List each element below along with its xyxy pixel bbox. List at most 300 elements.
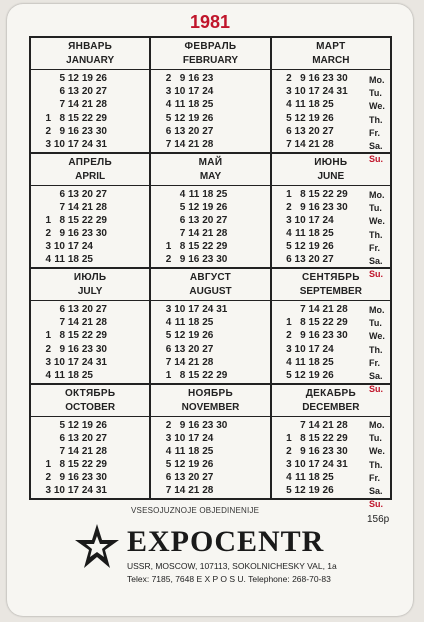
expocentr-star-logo-icon [71, 522, 123, 574]
day-number: 31 [95, 485, 107, 497]
month-block-july [31, 269, 151, 385]
day-number: 2 [45, 125, 51, 137]
day-number: 19 [81, 73, 93, 84]
day-number: 11 [295, 472, 306, 484]
day-number: 23 [202, 254, 214, 266]
day-number: 20 [81, 188, 93, 200]
day-number: 26 [322, 241, 334, 253]
day-number: 10 [294, 343, 306, 355]
day-number: 13 [174, 472, 186, 484]
month-name-ru: ИЮНЬ [314, 156, 348, 168]
day-number: 18 [188, 317, 200, 329]
week-day-row [157, 419, 267, 432]
day-number: 15 [67, 214, 79, 226]
week-day-row [37, 419, 147, 432]
day-number: 19 [308, 485, 320, 497]
day-number [51, 498, 65, 500]
organization-tagline: VSESOJUZNOJE OBJEDINENIJE [131, 506, 260, 515]
month-name-en: JULY [77, 286, 103, 297]
day-number: 21 [308, 138, 320, 150]
day-number: 2 [286, 445, 292, 457]
day-number: 1 [165, 369, 172, 381]
week-day-row [157, 356, 267, 369]
day-number: 6 [165, 125, 172, 137]
week-day-row [37, 369, 147, 382]
day-number [93, 369, 107, 382]
day-labels-en-row2 [369, 189, 385, 281]
day-label-en: Th. [369, 114, 383, 125]
day-number [213, 432, 227, 445]
day-number: 11 [295, 356, 306, 368]
day-number: 3 [165, 432, 172, 444]
month-name-en: DECEMBER [302, 401, 360, 413]
day-number: 12 [294, 112, 306, 124]
day-number: 9 [59, 125, 65, 137]
day-number: 24 [322, 86, 334, 98]
week-day-row [37, 471, 147, 484]
day-number: 6 [165, 472, 172, 484]
day-number: 15 [308, 432, 320, 444]
day-number: 20 [81, 304, 93, 315]
week-day-row [157, 227, 267, 240]
day-number: 14 [188, 228, 200, 240]
day-number: 22 [81, 214, 93, 226]
day-number: 30 [95, 343, 107, 355]
day-number: 7 [59, 99, 65, 111]
day-number: 31 [95, 356, 107, 368]
week-day-row [157, 125, 267, 138]
day-number [213, 316, 227, 329]
day-number: 3 [45, 241, 51, 253]
day-number: 8 [179, 241, 186, 253]
day-number: 29 [216, 369, 228, 381]
day-number: 6 [59, 432, 65, 444]
week-day-row [157, 253, 267, 266]
day-number: 25 [202, 99, 214, 111]
day-number: 18 [67, 254, 79, 266]
day-label-en: Mo. [369, 305, 385, 315]
day-number: 15 [67, 330, 79, 342]
day-number: 12 [174, 112, 186, 124]
day-number: 17 [188, 86, 200, 98]
day-number: 24 [202, 86, 214, 98]
day-number: 26 [202, 459, 214, 471]
week-day-row [157, 72, 267, 85]
week-day-row [157, 240, 267, 253]
day-label-en: Fr. [369, 357, 381, 368]
month-name-ru: МАЙ [198, 156, 223, 168]
day-number: 30 [216, 254, 228, 266]
day-number: 15 [308, 317, 320, 329]
month-name-ru: ЯНВАРЬ [68, 41, 113, 52]
day-number: 31 [336, 459, 348, 471]
week-day-row [37, 125, 147, 138]
day-number [65, 498, 79, 500]
day-number: 18 [308, 99, 320, 111]
day-number: 9 [179, 73, 186, 84]
month-name-ru: НОЯБРЬ [188, 387, 233, 399]
day-label-en: Tu. [369, 318, 382, 329]
day-number: 3 [286, 343, 292, 355]
day-number: 13 [174, 125, 186, 137]
week-day-row [157, 138, 267, 151]
month-name-en: NOVEMBER [181, 401, 240, 413]
price-label: 156р [367, 514, 390, 525]
week-day-row [157, 188, 267, 201]
day-number: 23 [81, 228, 93, 240]
day-label-en: Fr. [369, 127, 381, 138]
day-label-en: Mo. [369, 75, 385, 85]
day-number: 2 [286, 330, 292, 342]
day-number: 25 [322, 228, 334, 240]
day-number: 2 [45, 228, 51, 240]
week-day-row [37, 227, 147, 240]
day-number [37, 201, 51, 214]
day-number: 29 [95, 112, 107, 124]
day-number: 24 [81, 485, 93, 497]
day-number: 16 [188, 73, 200, 84]
month-header [31, 38, 149, 68]
month-header [151, 269, 269, 299]
month-name-ru: ИЮЛЬ [73, 272, 107, 283]
day-number: 29 [336, 188, 348, 200]
day-number: 21 [202, 228, 214, 240]
week-day-row [37, 72, 147, 85]
day-number: 21 [188, 356, 200, 368]
day-number [306, 498, 320, 500]
day-number: 6 [179, 214, 186, 226]
day-number: 12 [174, 459, 186, 471]
day-number [37, 432, 51, 445]
month-name-en: MAY [199, 170, 222, 182]
day-number: 8 [300, 432, 306, 444]
day-number: 27 [95, 432, 107, 444]
day-number: 15 [308, 188, 320, 200]
day-number [199, 498, 213, 500]
day-number: 2 [45, 343, 51, 355]
month-name-ru: АВГУСТ [189, 272, 232, 283]
day-number: 9 [59, 472, 65, 484]
day-number: 26 [202, 330, 214, 342]
day-number: 21 [81, 317, 93, 329]
day-number: 12 [294, 369, 306, 381]
day-number: 24 [322, 343, 334, 355]
day-number: 18 [188, 99, 200, 111]
day-number: 28 [95, 445, 107, 457]
day-number: 1 [45, 214, 51, 226]
day-number [157, 227, 171, 240]
month-name-en: MARCH [312, 55, 350, 66]
day-number: 13 [294, 254, 306, 266]
day-number: 8 [59, 330, 65, 342]
day-number: 25 [322, 472, 334, 484]
month-header [151, 38, 269, 68]
day-number: 27 [202, 343, 214, 355]
day-number: 26 [95, 419, 107, 431]
day-number: 4 [165, 99, 172, 111]
day-number: 11 [54, 254, 65, 266]
day-number: 20 [308, 254, 320, 266]
day-number: 22 [322, 188, 334, 200]
day-number: 29 [95, 214, 107, 226]
day-number: 30 [95, 472, 107, 484]
month-header [151, 154, 269, 184]
day-number: 30 [95, 228, 107, 240]
day-number: 22 [81, 330, 93, 342]
month-days [157, 72, 267, 154]
day-label-en: Mo. [369, 190, 385, 200]
month-header [151, 385, 269, 415]
day-number: 9 [179, 419, 186, 431]
day-number: 11 [174, 99, 186, 111]
day-number: 16 [188, 419, 200, 431]
day-number: 13 [67, 188, 79, 200]
day-number: 14 [308, 304, 320, 315]
day-number: 27 [95, 188, 107, 200]
day-label-en: Th. [369, 344, 383, 355]
week-day-row [157, 458, 267, 471]
day-number: 2 [45, 472, 51, 484]
day-number: 8 [179, 369, 186, 381]
day-number: 12 [67, 73, 79, 84]
day-number: 20 [188, 472, 200, 484]
day-number [334, 369, 348, 382]
day-number: 15 [188, 369, 200, 381]
day-number: 16 [67, 472, 79, 484]
day-number: 1 [286, 188, 292, 200]
day-number: 16 [188, 254, 200, 266]
month-header [31, 154, 149, 184]
day-number [334, 356, 348, 369]
day-number: 17 [308, 343, 320, 355]
day-number [37, 303, 51, 316]
day-number [185, 498, 199, 500]
day-number: 16 [308, 330, 320, 342]
day-number: 24 [81, 356, 93, 368]
day-number: 10 [174, 86, 186, 98]
day-number: 3 [286, 459, 292, 471]
day-number: 10 [294, 214, 306, 226]
day-number: 11 [295, 228, 306, 240]
day-number: 14 [67, 201, 79, 213]
day-number: 21 [81, 201, 93, 213]
day-number: 5 [165, 112, 172, 124]
day-number: 24 [202, 432, 214, 444]
day-number [213, 343, 227, 356]
day-number: 13 [294, 125, 306, 137]
day-number: 9 [300, 445, 306, 457]
day-number: 28 [95, 201, 107, 213]
month-name-ru: МАРТ [316, 41, 346, 52]
day-number: 23 [322, 201, 334, 213]
day-number: 21 [188, 138, 200, 150]
day-number: 30 [336, 445, 348, 457]
day-number [334, 240, 348, 253]
day-number: 30 [336, 201, 348, 213]
day-number: 2 [286, 201, 292, 213]
week-day-row [37, 112, 147, 125]
week-day-row [157, 201, 267, 214]
day-number: 20 [308, 125, 320, 137]
day-label-en: Su. [369, 384, 384, 395]
month-name-ru: АПРЕЛЬ [68, 156, 112, 168]
day-number: 17 [67, 138, 79, 150]
day-number: 12 [67, 419, 79, 431]
day-labels-en-row3 [369, 304, 385, 396]
day-number: 17 [67, 241, 79, 253]
day-number: 20 [81, 432, 93, 444]
day-label-en: Tu. [369, 203, 382, 214]
day-number [213, 445, 227, 458]
telex-line: Telex: 7185, 7648 E X P O S U. Telephone: 268-70-83 [127, 574, 331, 584]
day-number: 7 [59, 445, 65, 457]
day-number: 2 [165, 73, 172, 84]
day-number: 25 [81, 369, 93, 381]
day-number: 14 [174, 138, 186, 150]
month-name-ru: СЕНТЯБРЬ [301, 272, 360, 283]
day-number: 28 [95, 99, 107, 111]
month-block-may [151, 154, 271, 270]
day-number: 5 [286, 241, 292, 253]
month-name-en: JANUARY [66, 55, 115, 66]
day-number: 1 [286, 432, 292, 444]
day-number: 25 [81, 254, 93, 266]
week-day-row [157, 445, 267, 458]
month-name-en: SEPTEMBER [299, 286, 362, 297]
day-label-en: Sa. [369, 140, 383, 151]
day-labels-en-row1 [369, 74, 385, 166]
day-number: 18 [188, 445, 200, 457]
month-name-en: JUNE [317, 170, 345, 182]
day-number: 16 [67, 228, 79, 240]
day-number [157, 188, 171, 201]
week-day-row [157, 432, 267, 445]
day-number: 20 [202, 214, 214, 226]
day-number: 28 [202, 138, 214, 150]
day-label-en: Sa. [369, 255, 383, 266]
day-number: 3 [45, 138, 51, 150]
day-number: 4 [45, 369, 51, 381]
day-number [334, 343, 348, 356]
day-number: 17 [67, 356, 79, 368]
week-day-row [157, 471, 267, 484]
month-header [31, 269, 149, 299]
day-number: 9 [300, 330, 306, 342]
day-number: 7 [59, 201, 65, 213]
day-number: 13 [67, 432, 79, 444]
day-label-en: Su. [369, 269, 384, 280]
day-number: 14 [308, 419, 320, 431]
day-number: 11 [188, 188, 200, 200]
day-number: 11 [295, 99, 306, 111]
day-number: 10 [53, 356, 65, 368]
day-number: 28 [202, 356, 214, 368]
day-number: 29 [95, 459, 107, 471]
day-number: 9 [300, 201, 306, 213]
day-number: 20 [188, 125, 200, 137]
day-label-en: Tu. [369, 433, 382, 444]
day-number: 5 [286, 112, 292, 124]
day-label-en: Fr. [369, 472, 381, 483]
day-number: 4 [286, 99, 292, 111]
day-number: 23 [81, 125, 93, 137]
day-number: 14 [294, 138, 306, 150]
day-number: 19 [308, 369, 320, 381]
week-day-row [37, 303, 147, 316]
day-number: 4 [165, 445, 172, 457]
day-number [292, 498, 306, 500]
day-number [37, 72, 51, 85]
day-number: 5 [59, 419, 65, 431]
day-number: 9 [59, 343, 65, 355]
calendar-card [7, 4, 413, 616]
day-label-en: Su. [369, 154, 384, 165]
day-number: 5 [286, 485, 292, 497]
day-number: 25 [202, 317, 214, 329]
week-day-row [37, 98, 147, 111]
day-number: 10 [53, 241, 65, 253]
day-number: 28 [322, 138, 334, 150]
day-number: 5 [165, 459, 172, 471]
day-number: 25 [202, 445, 214, 457]
day-number: 24 [81, 241, 93, 253]
month-name-en: FEBRUARY [182, 55, 239, 66]
brand-name: EXPOCENTR [127, 525, 325, 558]
day-number: 4 [286, 228, 292, 240]
day-number: 17 [188, 432, 200, 444]
day-number [334, 484, 348, 497]
address-line: USSR, MOSCOW, 107113, SOKOLNICHESKY VAL, 1a [127, 561, 337, 571]
month-name-ru: ОКТЯБРЬ [64, 387, 116, 399]
day-number: 13 [67, 86, 79, 98]
week-day-row [157, 329, 267, 342]
day-number [334, 214, 348, 227]
day-number: 5 [165, 330, 172, 342]
week-day-row [157, 316, 267, 329]
day-number: 1 [165, 241, 172, 253]
day-label-en: Sa. [369, 370, 383, 381]
day-number: 19 [308, 241, 320, 253]
day-number: 26 [322, 485, 334, 497]
day-label-en: Su. [369, 499, 384, 510]
day-number: 24 [81, 138, 93, 150]
day-number: 12 [294, 241, 306, 253]
day-number: 13 [67, 304, 79, 315]
day-number: 18 [308, 472, 320, 484]
months-grid [29, 36, 392, 500]
week-day-row [157, 484, 267, 497]
day-number: 26 [202, 112, 214, 124]
day-number: 21 [81, 445, 93, 457]
day-number [93, 240, 107, 253]
day-label-en: Mo. [369, 420, 385, 430]
day-number: 23 [202, 73, 214, 84]
day-number [157, 498, 171, 500]
day-number: 8 [59, 459, 65, 471]
day-number: 10 [174, 432, 186, 444]
day-label-en: Sa. [369, 485, 383, 496]
week-day-row [37, 432, 147, 445]
day-number: 31 [216, 304, 228, 315]
week-day-row [157, 85, 267, 98]
month-block-february [151, 38, 271, 154]
day-number: 23 [322, 445, 334, 457]
day-number: 27 [202, 125, 214, 137]
day-number: 16 [67, 125, 79, 137]
day-number: 12 [174, 330, 186, 342]
day-label-en: Th. [369, 229, 383, 240]
day-number: 16 [308, 73, 320, 84]
